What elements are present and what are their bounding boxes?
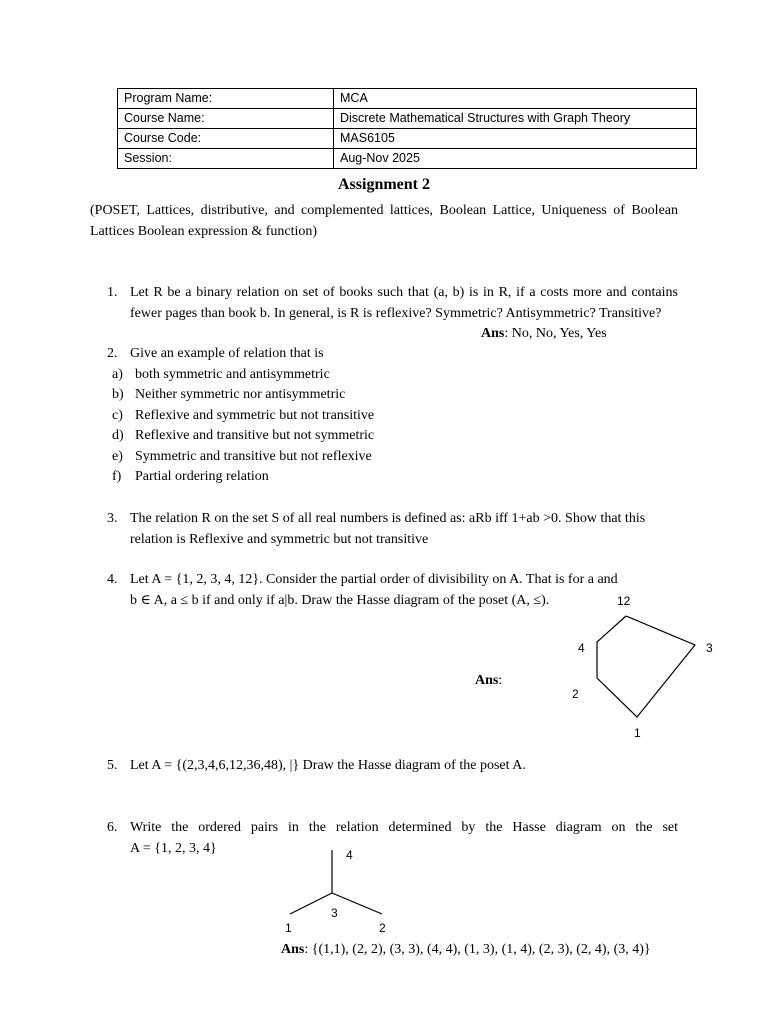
answer-text: : No, No, Yes, Yes [504,326,607,341]
q3-text: The relation R on the set S of all real numbers is defined as: aRb iff 1+ab >0. Show that this relation is Reflexive and symmetric but not transitive [130,511,646,547]
answer-label: Ans [481,326,505,341]
q6-hasse-diagram [270,840,400,940]
info-row [118,109,697,129]
q2-item: Partial ordering relation [135,469,269,484]
info-label: Course Name: [118,109,334,129]
course-info-table [117,88,697,169]
hasse-edge [290,893,332,914]
info-label: Course Code: [118,129,334,149]
answer-label: Ans [475,673,499,688]
q3-number: 3. [107,511,118,526]
q2-text: Give an example of relation that is [130,346,324,361]
q6-line2: A = {1, 2, 3, 4} [130,841,217,856]
q2-item: Reflexive and symmetric but not transitive [135,408,375,423]
node-label-2: 2 [572,687,579,701]
q2-item-marker: e) [112,449,123,464]
info-row [118,149,697,169]
q6-line1: Write the ordered pairs in the relation determined by the Hasse diagram on the set [130,820,678,835]
node-label-4: 4 [346,848,353,862]
q6-number: 6. [107,820,118,835]
node-label-1: 1 [634,726,641,740]
q2-item-marker: f) [112,469,122,484]
info-row [118,89,697,109]
info-value: MCA [334,89,697,109]
info-label: Program Name: [118,89,334,109]
q5-number: 5. [107,758,118,773]
q2-item: both symmetric and antisymmetric [135,367,330,382]
q1-text: Let R be a binary relation on set of books such that (a, b) is in R, if a costs more and contains fewer pages than book b. In general, is R is reflexive? Symmetric? Antisymmetric? Transitive? [130,285,678,321]
node-label-4: 4 [578,641,585,655]
q4-answer [475,671,502,692]
node-label-3: 3 [706,641,713,655]
q2-item: Neither symmetric nor antisymmetric [135,387,346,402]
assignment-title: Assignment 2 [337,176,430,193]
answer-text: : {(1,1), (2, 2), (3, 3), (4, 4), (1, 3), (1, 4), (2, 3), (2, 4), (3, 4)} [304,942,651,957]
q4-line2: b ∈ A, a ≤ b if and only if a|b. Draw the Hasse diagram of the poset (A, ≤). [130,593,550,608]
answer-label: Ans [281,942,305,957]
q4-hasse-diagram [560,590,730,750]
q1-number: 1. [107,285,118,300]
q2-item-marker: c) [112,408,123,423]
q6-answer [281,940,651,961]
info-value: Discrete Mathematical Structures with Graph Theory [334,109,697,129]
q2-item-marker: b) [112,387,124,402]
hasse-edge [332,893,382,914]
q2-item: Reflexive and transitive but not symmetric [135,428,375,443]
info-row [118,129,697,149]
node-label-12: 12 [617,594,631,608]
topics-line: (POSET, Lattices, distributive, and complemented lattices, Boolean Lattice, Uniqueness of Boolean Lattices Boolean expression & function) [90,203,678,239]
node-label-1: 1 [285,921,292,935]
info-value: Aug-Nov 2025 [334,149,697,169]
q2-item-marker: d) [112,428,124,443]
info-value: MAS6105 [334,129,697,149]
hasse-edges [597,616,695,717]
node-label-3: 3 [331,906,338,920]
q1-answer [481,324,607,345]
answer-colon: : [498,673,503,688]
node-label-2: 2 [379,921,386,935]
q4-line1: Let A = {1, 2, 3, 4, 12}. Consider the partial order of divisibility on A. That is for a and [130,572,618,587]
q2-item: Symmetric and transitive but not reflexive [135,449,372,464]
q2-number: 2. [107,346,118,361]
info-label: Session: [118,149,334,169]
q2-item-marker: a) [112,367,123,382]
q4-number: 4. [107,572,118,587]
q5-text: Let A = {(2,3,4,6,12,36,48), |} Draw the Hasse diagram of the poset A. [130,758,526,773]
